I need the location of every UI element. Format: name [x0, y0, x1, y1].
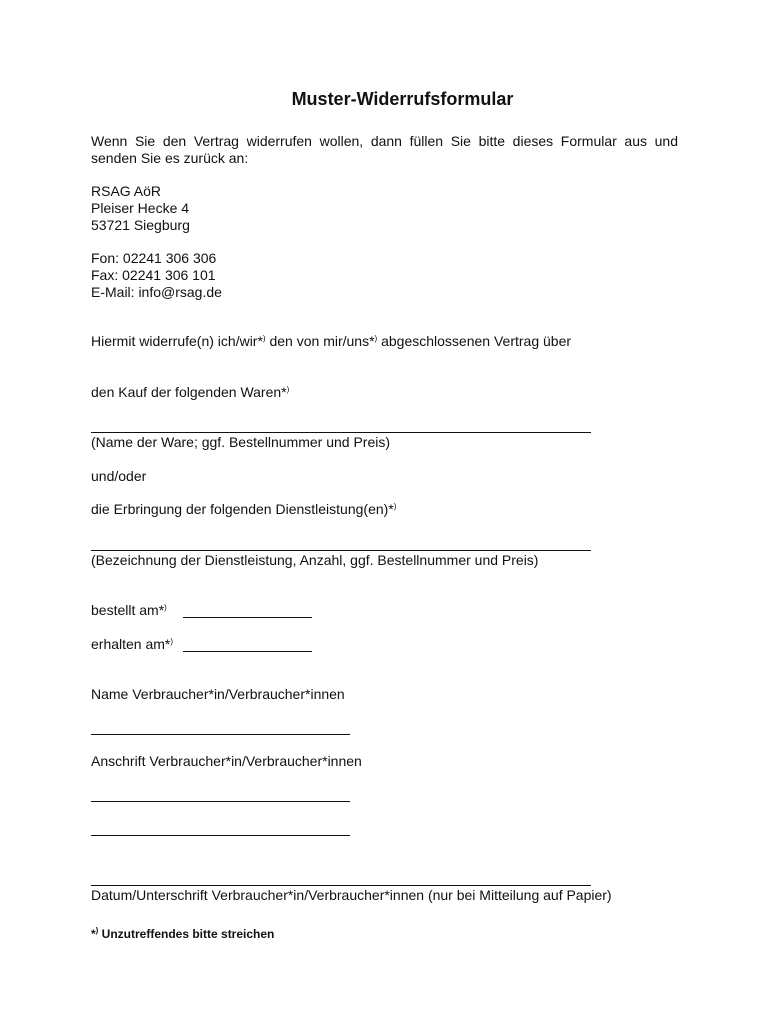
- goods-label-text: den Kauf der folgenden Waren*: [91, 384, 287, 400]
- ordered-date-label-text: bestellt am*: [91, 602, 165, 618]
- revocation-part-3: abgeschlossenen Vertrag über: [377, 333, 572, 349]
- consumer-address-line-2[interactable]: [91, 835, 350, 836]
- footnote-marker: ): [95, 926, 99, 935]
- footnote-marker: ): [170, 637, 174, 646]
- received-date-label-text: erhalten am*: [91, 636, 171, 652]
- page-title: Muster-Widerrufsformular: [291, 89, 514, 109]
- goods-label: [91, 384, 289, 401]
- ordered-date-label: [91, 602, 167, 619]
- services-label: [91, 501, 396, 518]
- consumer-name-label: Name Verbraucher*in/Verbraucher*innen: [91, 686, 345, 702]
- consumer-name-line[interactable]: [91, 734, 350, 735]
- services-caption: (Bezeichnung der Dienstleistung, Anzahl, ggf. Bestellnummer und Preis): [91, 552, 539, 568]
- footnote: [91, 927, 274, 941]
- received-date-label: [91, 636, 173, 653]
- contact-fax: Fax: 02241 306 101: [91, 267, 216, 283]
- consumer-address-label: Anschrift Verbraucher*in/Verbraucher*innen: [91, 753, 362, 769]
- address-street: Pleiser Hecke 4: [91, 200, 190, 216]
- contact-email: E-Mail: info@rsag.de: [91, 284, 222, 300]
- footnote-marker: ): [286, 385, 290, 394]
- goods-entry-line[interactable]: [91, 432, 591, 433]
- signature-line[interactable]: [91, 885, 591, 886]
- received-date-line[interactable]: [183, 651, 312, 652]
- address-company: RSAG AöR: [91, 183, 162, 199]
- signature-caption: Datum/Unterschrift Verbraucher*in/Verbraucher*innen (nur bei Mitteilung auf Papier): [91, 887, 612, 903]
- and-or-text: und/oder: [91, 468, 147, 484]
- footnote-marker: ): [164, 603, 167, 612]
- intro-text: Wenn Sie den Vertrag widerrufen wollen, dann füllen Sie bitte dieses Formular aus und senden Sie es zurück an:: [91, 133, 678, 166]
- footnote-marker: ): [262, 334, 266, 343]
- consumer-address-line-1[interactable]: [91, 801, 350, 802]
- contact-phone: Fon: 02241 306 306: [91, 250, 217, 266]
- revocation-statement: [91, 333, 571, 350]
- footnote-marker: ): [393, 502, 397, 511]
- revocation-part-2: den von mir/uns*: [265, 333, 375, 349]
- revocation-part-1: Hiermit widerrufe(n) ich/wir*: [91, 333, 263, 349]
- services-entry-line[interactable]: [91, 550, 591, 551]
- footnote-text: Unzutreffendes bitte streichen: [98, 927, 275, 941]
- services-label-text: die Erbringung der folgenden Dienstleistung(en)*: [91, 501, 394, 517]
- goods-caption: (Name der Ware; ggf. Bestellnummer und Preis): [91, 434, 391, 450]
- footnote-marker: ): [374, 334, 378, 343]
- ordered-date-line[interactable]: [183, 617, 312, 618]
- address-city: 53721 Siegburg: [91, 217, 190, 233]
- footnote-mark: *: [91, 927, 96, 941]
